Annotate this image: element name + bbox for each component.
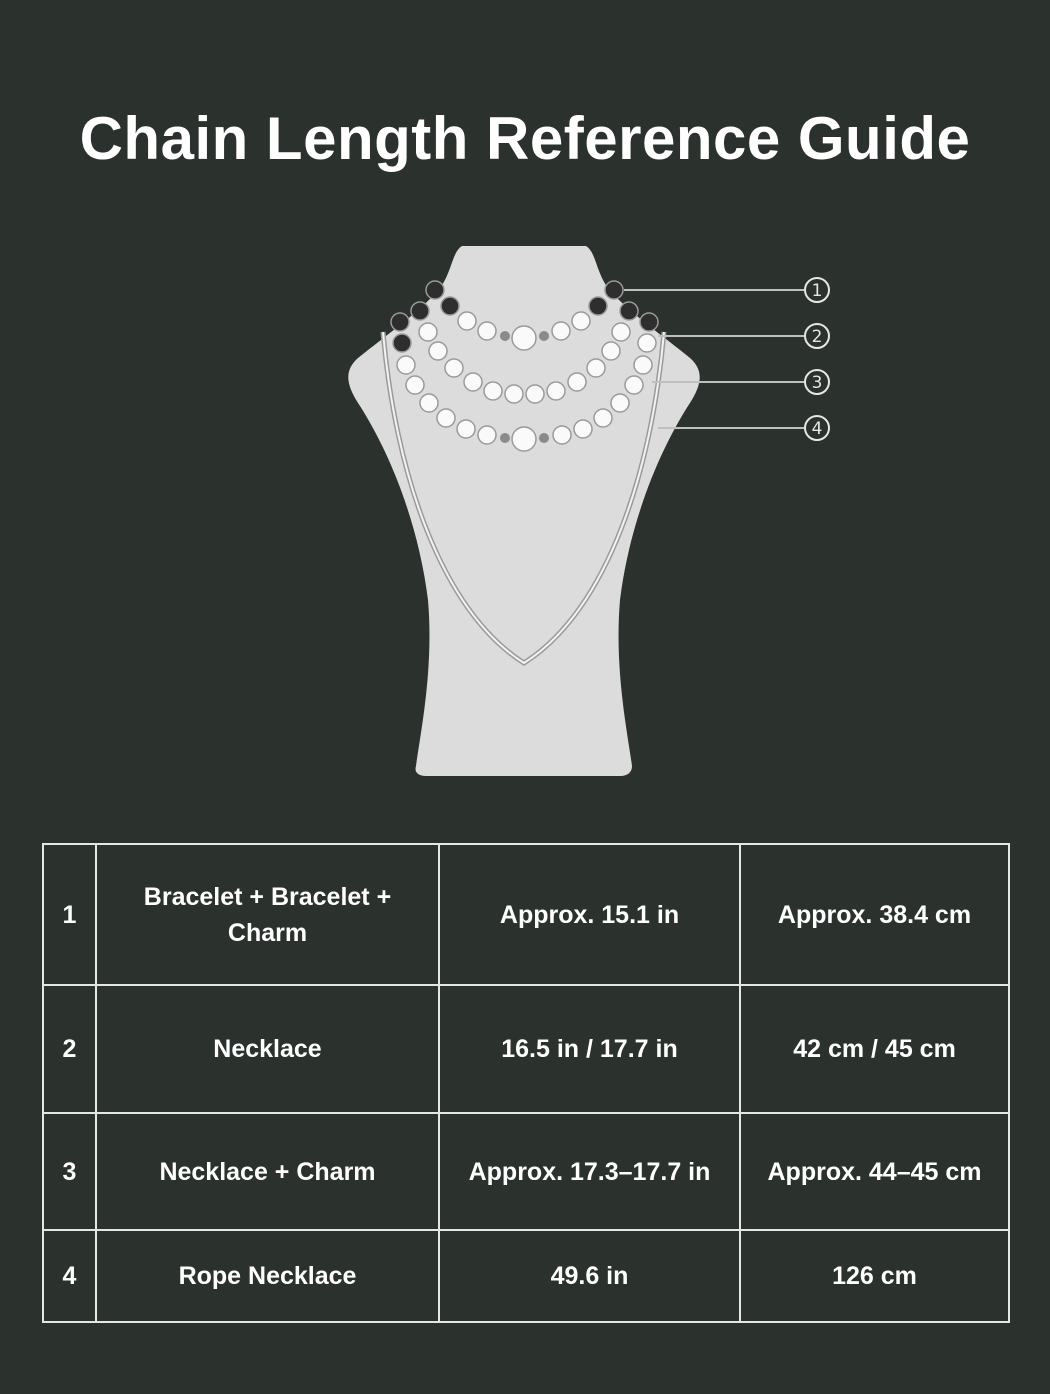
callout-3: [805, 370, 829, 394]
item-name: Necklace: [96, 985, 439, 1113]
chain-length-table: [42, 843, 1010, 1323]
row-number: 2: [43, 985, 96, 1113]
length-centimeters: Approx. 38.4 cm: [740, 844, 1009, 985]
svg-text:2: 2: [811, 327, 823, 347]
length-centimeters: 42 cm / 45 cm: [740, 985, 1009, 1113]
item-name: Rope Necklace: [96, 1230, 439, 1322]
row-number: 3: [43, 1113, 96, 1230]
callout-4: [805, 416, 829, 440]
length-centimeters: 126 cm: [740, 1230, 1009, 1322]
row-number: 4: [43, 1230, 96, 1322]
table-row: [43, 1113, 1009, 1230]
length-centimeters: Approx. 44–45 cm: [740, 1113, 1009, 1230]
svg-text:1: 1: [811, 281, 823, 301]
length-inches: 49.6 in: [439, 1230, 740, 1322]
callout-2: [805, 324, 829, 348]
length-inches: Approx. 15.1 in: [439, 844, 740, 985]
svg-text:4: 4: [811, 419, 823, 439]
row-number: 1: [43, 844, 96, 985]
table-row: [43, 1230, 1009, 1322]
page-title: Chain Length Reference Guide: [79, 105, 971, 172]
table-row: [43, 844, 1009, 985]
svg-text:3: 3: [811, 373, 823, 393]
item-name: Bracelet + Bracelet + Charm: [96, 844, 439, 985]
callout-1: [805, 278, 829, 302]
length-inches: Approx. 17.3–17.7 in: [439, 1113, 740, 1230]
table-row: [43, 985, 1009, 1113]
length-inches: 16.5 in / 17.7 in: [439, 985, 740, 1113]
item-name: Necklace + Charm: [96, 1113, 439, 1230]
